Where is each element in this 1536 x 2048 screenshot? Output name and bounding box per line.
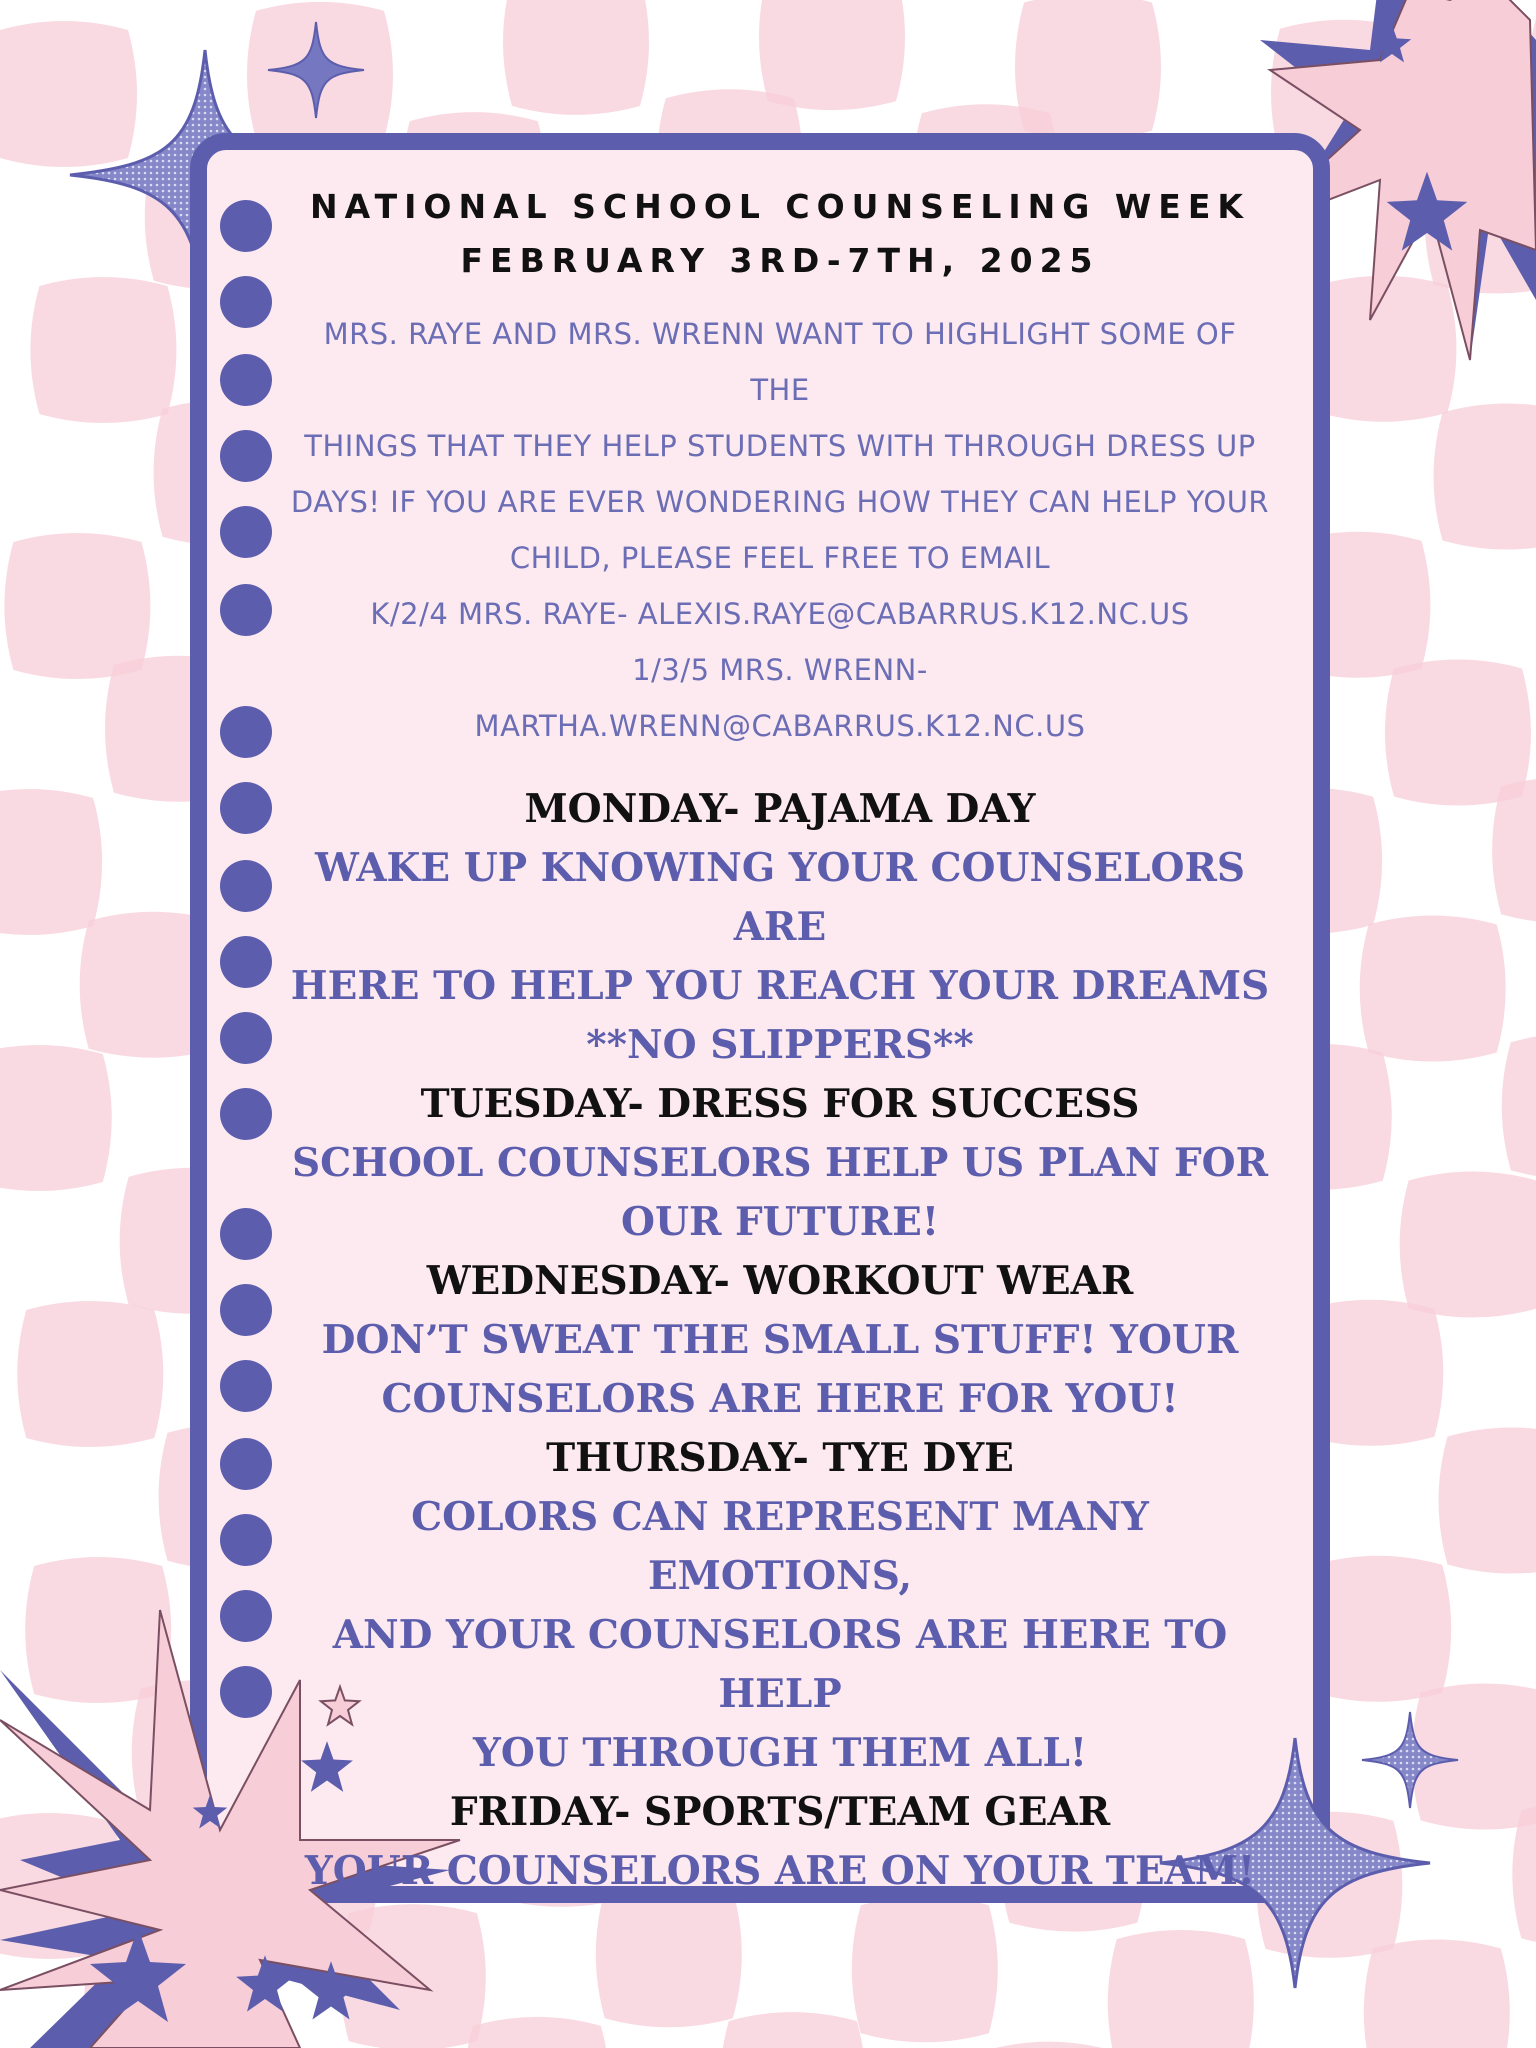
star-icon [192, 1794, 228, 1830]
monday-desc: HERE TO HELP YOU REACH YOUR DREAMS [290, 963, 1270, 1009]
thursday-title: THURSDAY- TYE DYE [546, 1435, 1014, 1481]
binding-dot [220, 1360, 272, 1412]
intro-line: DAYS! IF YOU ARE EVER WONDERING HOW THEY CAN HELP YOUR [290, 485, 1270, 519]
event-dates: FEBRUARY 3RD-7TH, 2025 [460, 241, 1100, 280]
binding-dot [220, 1012, 272, 1064]
binding-dot [220, 200, 272, 252]
monday-note: **NO SLIPPERS** [586, 1022, 974, 1068]
wednesday-title: WEDNESDAY- WORKOUT WEAR [426, 1258, 1134, 1304]
intro-paragraph [290, 306, 1270, 754]
friday-title: FRIDAY- SPORTS/TEAM GEAR [449, 1789, 1111, 1835]
binding-dot [220, 1208, 272, 1260]
binding-dot [220, 430, 272, 482]
monday-title: MONDAY- PAJAMA DAY [524, 786, 1036, 832]
intro-line: MRS. RAYE AND MRS. WRENN WANT TO HIGHLIGHT SOME OF THE [323, 317, 1237, 407]
contact-raye: K/2/4 MRS. RAYE- ALEXIS.RAYE@CABARRUS.K12.NC.US [370, 597, 1190, 631]
binding-dot [220, 354, 272, 406]
binding-dot [220, 1514, 272, 1566]
flyer-content [290, 180, 1270, 1901]
sparkle-icon [1362, 1712, 1458, 1808]
contact-wrenn-label: 1/3/5 MRS. WRENN- [632, 653, 928, 687]
binding-dot [220, 860, 272, 912]
binding-dot [220, 276, 272, 328]
star-icon [88, 1926, 188, 2026]
binding-dot [220, 1284, 272, 1336]
thursday-desc: AND YOUR COUNSELORS ARE HERE TO HELP [332, 1612, 1228, 1717]
star-icon [235, 1954, 295, 2014]
sparkle-icon [268, 22, 364, 118]
page-title: NATIONAL SCHOOL COUNSELING WEEK [310, 187, 1250, 226]
star-icon [1385, 170, 1469, 254]
tuesday-desc: OUR FUTURE! [621, 1199, 939, 1245]
friday-desc: YOUR COUNSELORS ARE ON YOUR TEAM! [304, 1848, 1256, 1894]
star-icon [1372, 24, 1412, 64]
monday-desc: WAKE UP KNOWING YOUR COUNSELORS ARE [314, 845, 1246, 950]
binding-dot [220, 782, 272, 834]
tuesday-desc: SCHOOL COUNSELORS HELP US PLAN FOR [291, 1140, 1269, 1186]
binding-dot [220, 706, 272, 758]
binding-dot [220, 1438, 272, 1490]
thursday-desc: YOU THROUGH THEM ALL! [473, 1730, 1087, 1776]
intro-line: CHILD, PLEASE FEEL FREE TO EMAIL [509, 541, 1051, 575]
star-icon [300, 1960, 362, 2022]
tuesday-title: TUESDAY- DRESS FOR SUCCESS [420, 1081, 1140, 1127]
dress-up-days [290, 780, 1270, 1901]
binding-dot [220, 936, 272, 988]
thursday-desc: COLORS CAN REPRESENT MANY EMOTIONS, [411, 1494, 1149, 1599]
binding-dot [220, 1088, 272, 1140]
wednesday-desc: DON’T SWEAT THE SMALL STUFF! YOUR [321, 1317, 1239, 1363]
contact-wrenn-email: MARTHA.WRENN@CABARRUS.K12.NC.US [474, 709, 1086, 743]
wednesday-desc: COUNSELORS ARE HERE FOR YOU! [381, 1376, 1179, 1422]
intro-line: THINGS THAT THEY HELP STUDENTS WITH THROUGH DRESS UP [304, 429, 1256, 463]
binding-dot [220, 584, 272, 636]
binding-dot [220, 506, 272, 558]
